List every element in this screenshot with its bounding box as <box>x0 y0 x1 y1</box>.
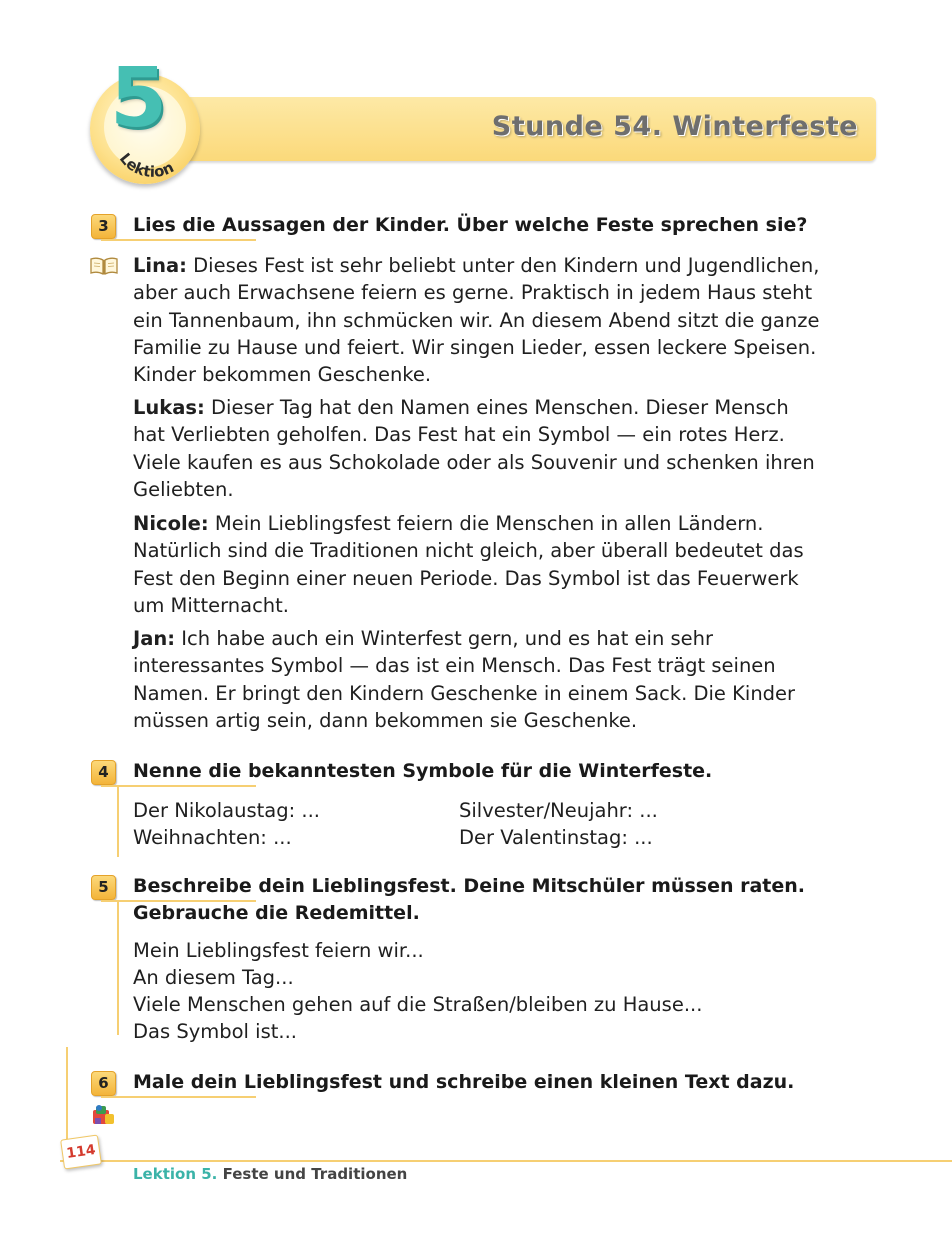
task-6-underline <box>101 1096 256 1098</box>
text-line: Namen. Er bringt den Kindern Geschenke in einem Sack. Die Kinder <box>133 681 796 705</box>
redemittel-item: An diesem Tag... <box>133 966 294 989</box>
speaker-jan: Jan: <box>133 627 176 650</box>
text-line: aber auch Erwachsene feiern es gerne. Praktisch in jedem Haus steht <box>133 281 813 305</box>
task-6-instruction: Male dein Lieblingsfest und schreibe einen kleinen Text dazu. <box>133 1071 795 1093</box>
symbols-left-column <box>133 797 320 851</box>
text-line: Dieser Tag hat den Namen eines Menschen. Dieser Mensch <box>204 396 789 419</box>
speaker-lukas: Lukas: <box>133 396 205 419</box>
symbols-right-column <box>459 797 658 851</box>
footer-topic: Feste und Traditionen <box>217 1165 408 1183</box>
text-jan <box>133 625 873 734</box>
task-4-underline <box>101 785 256 787</box>
text-line: Familie zu Hause und feiert. Wir singen Lieder, essen leckere Speisen. <box>133 335 817 359</box>
text-lina <box>133 252 873 388</box>
text-line: Geliebten. <box>133 477 234 501</box>
page-number: 114 <box>60 1135 102 1170</box>
text-line: Mein Lieblingsfest feiern die Menschen in allen Ländern. <box>208 512 764 535</box>
task-number-4: 4 <box>91 760 116 785</box>
speaker-nicole: Nicole: <box>133 512 209 535</box>
text-nicole <box>133 510 873 619</box>
speaker-lina: Lina: <box>133 254 187 277</box>
redemittel-item: Das Symbol ist... <box>133 1020 297 1043</box>
task-5-instruction <box>133 873 805 927</box>
text-line: Ich habe auch ein Winterfest gern, und es hat ein sehr <box>175 627 714 650</box>
text-line: Viele kaufen es aus Schokolade oder als Souvenir und schenken ihren <box>133 450 815 474</box>
footer-rule <box>60 1160 952 1162</box>
redemittel-list <box>133 937 702 1045</box>
lesson-badge <box>90 51 200 184</box>
text-line: Kinder bekommen Geschenke. <box>133 363 432 387</box>
open-book-icon <box>89 256 119 276</box>
task-number-3: 3 <box>91 214 116 239</box>
redemittel-item: Mein Lieblingsfest feiern wir... <box>133 939 424 962</box>
lesson-label: Lektion <box>115 149 177 182</box>
text-lukas <box>133 394 873 503</box>
lesson-number: 5 <box>110 51 168 146</box>
header-band <box>160 97 876 161</box>
symbol-item: Der Nikolaustag: ... <box>133 799 320 822</box>
page-title: Stunde 54. Winterfeste <box>491 111 858 142</box>
redemittel-item: Viele Menschen gehen auf die Straßen/bleiben zu Hause... <box>133 993 703 1016</box>
task-4-sidebar <box>117 785 119 857</box>
task-number-5: 5 <box>91 875 116 900</box>
task-4-instruction: Nenne die bekanntesten Symbole für die Winterfeste. <box>133 760 713 782</box>
text-line: interessantes Symbol — das ist ein Mensch. Das Fest trägt seinen <box>133 654 776 678</box>
task-3-underline <box>101 239 256 241</box>
task-3-instruction: Lies die Aussagen der Kinder. Über welche Feste sprechen sie? <box>133 214 808 236</box>
text-line: ein Tannenbaum, ihn schmücken wir. An diesem Abend sitzt die ganze <box>133 308 820 332</box>
text-line: Natürlich sind die Traditionen nicht gleich, aber überall bedeutet das <box>133 539 804 563</box>
footer-lesson: Lektion 5. <box>133 1165 218 1183</box>
text-line: um Mitternacht. <box>133 593 289 617</box>
task-5-sidebar <box>117 900 119 1035</box>
text-line: Fest den Beginn einer neuen Periode. Das Symbol ist das Feuerwerk <box>133 566 799 590</box>
symbol-item: Weihnachten: ... <box>133 826 292 849</box>
text-line: Dieses Fest ist sehr beliebt unter den Kindern und Jugendlichen, <box>186 254 820 277</box>
text-line: hat Verliebten geholfen. Das Fest hat ein Symbol — ein rotes Herz. <box>133 423 785 447</box>
text-line: müssen artig sein, dann bekommen sie Geschenke. <box>133 708 638 732</box>
task-number-6: 6 <box>91 1071 116 1096</box>
paint-palette-icon <box>90 1102 118 1128</box>
symbol-item: Der Valentinstag: ... <box>459 826 653 849</box>
symbol-item: Silvester/Neujahr: ... <box>459 799 658 822</box>
footer-running-title <box>133 1165 407 1183</box>
instruction-line: Gebrauche die Redemittel. <box>133 902 420 924</box>
instruction-line: Beschreibe dein Lieblingsfest. Deine Mitschüler müssen raten. <box>133 875 806 897</box>
lesson-label-arc <box>90 74 200 184</box>
